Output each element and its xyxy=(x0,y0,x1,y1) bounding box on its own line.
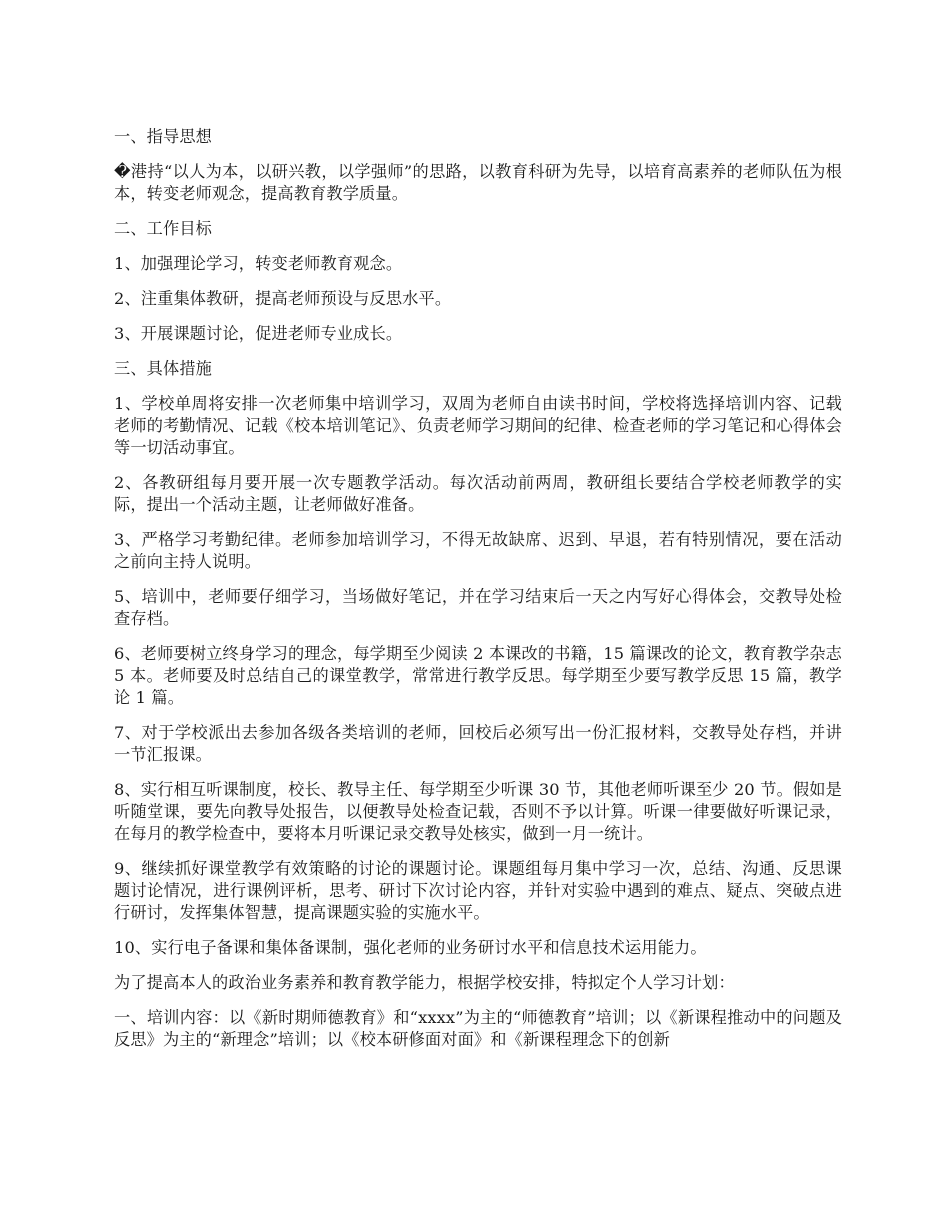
section-heading-work-goals: 二、工作目标 xyxy=(114,219,213,238)
personal-plan-intro: 为了提高本人的政治业务素养和教育教学能力，根据学校安排，特拟定个人学习计划： xyxy=(114,973,735,992)
goal-item-1: 1、加强理论学习，转变老师教育观念。 xyxy=(114,254,403,273)
goal-item-2: 2、注重集体教研，提高老师预设与反思水平。 xyxy=(114,289,452,308)
measure-item-6: 6、老师要树立终身学习的理念，每学期至少阅读 2 本课改的书籍，15 篇课改的论文，教育教学杂志 5 本。老师要及时总结自己的课堂教学，常常进行教学反思。每学期至少要写教学反思 15 篇，教学论 1 篇。 xyxy=(114,644,842,707)
measure-item-1: 1、学校单周将安排一次老师集中培训学习，双周为老师自由读书时间，学校将选择培训内容、记载老师的考勤情况、记载《校本培训笔记》、负责老师学习期间的纪律、检查老师的学习笔记和心得体会等一切活动事宜。 xyxy=(114,394,842,457)
goal-item-3: 3、开展课题讨论，促进老师专业成长。 xyxy=(114,324,403,343)
measure-item-8: 8、实行相互听课制度，校长、教导主任、每学期至少听课 30 节，其他老师听课至少 20 节。假如是听随堂课，要先向教导处报告，以便教导处检查记载，否则不予以计算。听课一律要做好听课记录，在每月的教学检查中，要将本月听课记录交教导处核实，做到一月一统计。 xyxy=(114,780,842,843)
paragraph-guiding-ideology: �港持“以人为本，以研兴教，以学强师”的思路，以教育科研为先导，以培育高素养的老师队伍为根本，转变老师观念，提高教育教学质量。 xyxy=(114,162,842,203)
section-heading-guiding-ideology: 一、指导思想 xyxy=(114,127,213,146)
section-heading-specific-measures: 三、具体措施 xyxy=(114,359,213,378)
measure-item-10: 10、实行电子备课和集体备课制，强化老师的业务研讨水平和信息技术运用能力。 xyxy=(114,938,707,957)
document-page xyxy=(114,126,842,1064)
measure-item-5: 5、培训中，老师要仔细学习，当场做好笔记，并在学习结束后一天之内写好心得体会，交教导处检查存档。 xyxy=(114,587,842,628)
measure-item-7: 7、对于学校派出去参加各级各类培训的老师，回校后必须写出一份汇报材料，交教导处存档，并讲一节汇报课。 xyxy=(114,723,842,764)
measure-item-3: 3、严格学习考勤纪律。老师参加培训学习，不得无故缺席、迟到、早退，若有特别情况，要在活动之前向主持人说明。 xyxy=(114,530,842,571)
measure-item-9: 9、继续抓好课堂教学有效策略的讨论的课题讨论。课题组每月集中学习一次，总结、沟通、反思课题讨论情况，进行课例评析，思考、研讨下次讨论内容，并针对实验中遇到的难点、疑点、突破点进行研讨，发挥集体智慧，提高课题实验的实施水平。 xyxy=(114,859,842,922)
training-content-paragraph: 一、培训内容：以《新时期师德教育》和“xxxx”为主的“师德教育”培训；以《新课程推动中的问题及反思》为主的“新理念”培训；以《校本研修面对面》和《新课程理念下的创新 xyxy=(114,1008,842,1049)
measure-item-2: 2、各教研组每月要开展一次专题教学活动。每次活动前两周，教研组长要结合学校老师教学的实际，提出一个活动主题，让老师做好准备。 xyxy=(114,473,842,514)
